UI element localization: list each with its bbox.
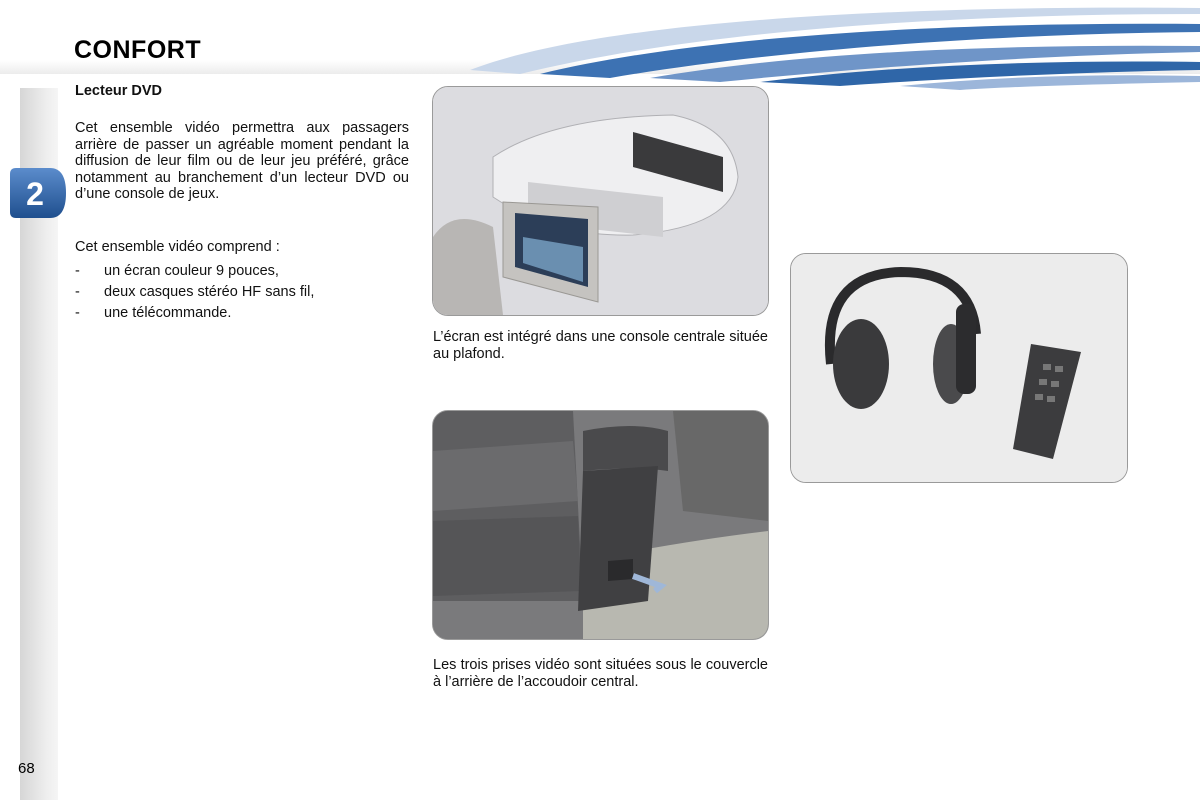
list-item: - une télécommande. bbox=[75, 305, 232, 321]
intro-paragraph: Cet ensemble vidéo permettra aux passagers arrière de passer un agréable moment pendant la diffusion de leur film ou de leur jeu préféré, grâce notamment au branchement d’un lecteur DVD ou d’une console de jeux. bbox=[75, 120, 409, 202]
screen-caption: L’écran est intégré dans une console centrale située au plafond. bbox=[433, 329, 768, 362]
page-title: CONFORT bbox=[74, 36, 202, 64]
list-item: - un écran couleur 9 pouces, bbox=[75, 263, 279, 279]
page-number: 68 bbox=[18, 760, 35, 777]
section-heading: Lecteur DVD bbox=[75, 83, 163, 99]
chapter-number: 2 bbox=[26, 175, 44, 212]
headphones-remote-photo bbox=[790, 253, 1128, 483]
armrest-sockets-photo bbox=[432, 410, 769, 640]
ceiling-screen-photo bbox=[432, 86, 769, 316]
sockets-caption: Les trois prises vidéo sont situées sous le couvercle à l’arrière de l’accoudoir central. bbox=[433, 657, 768, 690]
contents-list bbox=[75, 261, 314, 324]
contents-paragraph: Cet ensemble vidéo comprend : bbox=[75, 239, 280, 255]
list-item: - deux casques stéréo HF sans fil, bbox=[75, 284, 315, 300]
